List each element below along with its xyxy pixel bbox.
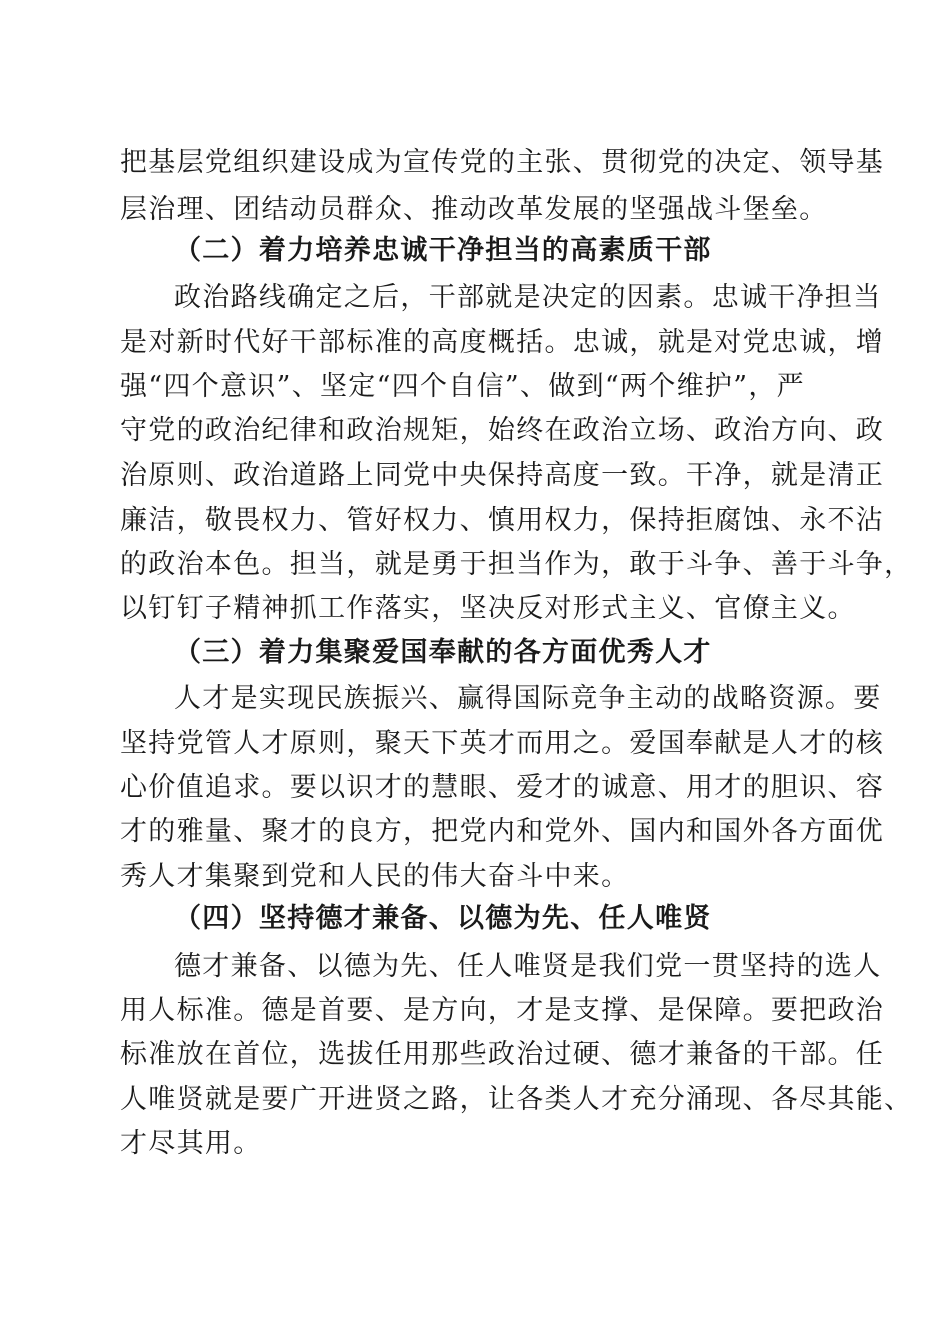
paragraph-line: 守党的政治纪律和政治规矩，始终在政治立场、政治方向、政 — [120, 415, 885, 446]
section-heading-4: （四）坚持德才兼备、以德为先、任人唯贤 — [174, 903, 712, 934]
paragraph-line: 德才兼备、以德为先、任人唯贤是我们党一贯坚持的选人 — [174, 951, 882, 982]
section-heading-2: （二）着力培养忠诚干净担当的高素质干部 — [174, 235, 712, 266]
paragraph-line: 坚持党管人才原则，聚天下英才而用之。爱国奉献是人才的核 — [120, 728, 885, 759]
paragraph-line: 秀人才集聚到党和人民的伟大奋斗中来。 — [120, 861, 630, 892]
paragraph-line: 廉洁，敬畏权力、管好权力、慎用权力，保持拒腐蚀、永不沾 — [120, 505, 885, 536]
paragraph-line: 人唯贤就是要广开进贤之路，让各类人才充分涌现、各尽其能、 — [120, 1084, 913, 1115]
paragraph-line: 层治理、团结动员群众、推动改革发展的坚强战斗堡垒。 — [120, 194, 828, 225]
paragraph-line: 才的雅量、聚才的良方，把党内和党外、国内和国外各方面优 — [120, 816, 885, 847]
paragraph-line: 以钉钉子精神抓工作落实，坚决反对形式主义、官僚主义。 — [120, 593, 856, 624]
paragraph-line: 治原则、政治道路上同党中央保持高度一致。干净，就是清正 — [120, 460, 885, 491]
paragraph-line: 的政治本色。担当，就是勇于担当作为，敢于斗争、善于斗争， — [120, 549, 913, 580]
paragraph-line: 心价值追求。要以识才的慧眼、爱才的诚意、用才的胆识、容 — [120, 772, 885, 803]
paragraph-line: 才尽其用。 — [120, 1128, 262, 1159]
paragraph-line: 把基层党组织建设成为宣传党的主张、贯彻党的决定、领导基 — [120, 147, 885, 178]
paragraph-line: 强“四个意识”、坚定“四个自信”、做到“两个维护”，严 — [120, 371, 805, 402]
paragraph-line: 是对新时代好干部标准的高度概括。忠诚，就是对党忠诚，增 — [120, 327, 885, 358]
paragraph-line: 人才是实现民族振兴、赢得国际竞争主动的战略资源。要 — [174, 683, 882, 714]
paragraph-line: 政治路线确定之后，干部就是决定的因素。忠诚干净担当 — [174, 282, 882, 313]
paragraph-line: 标准放在首位，选拔任用那些政治过硬、德才兼备的干部。任 — [120, 1039, 885, 1070]
section-heading-3: （三）着力集聚爱国奉献的各方面优秀人才 — [174, 637, 712, 668]
paragraph-line: 用人标准。德是首要、是方向，才是支撑、是保障。要把政治 — [120, 995, 885, 1026]
